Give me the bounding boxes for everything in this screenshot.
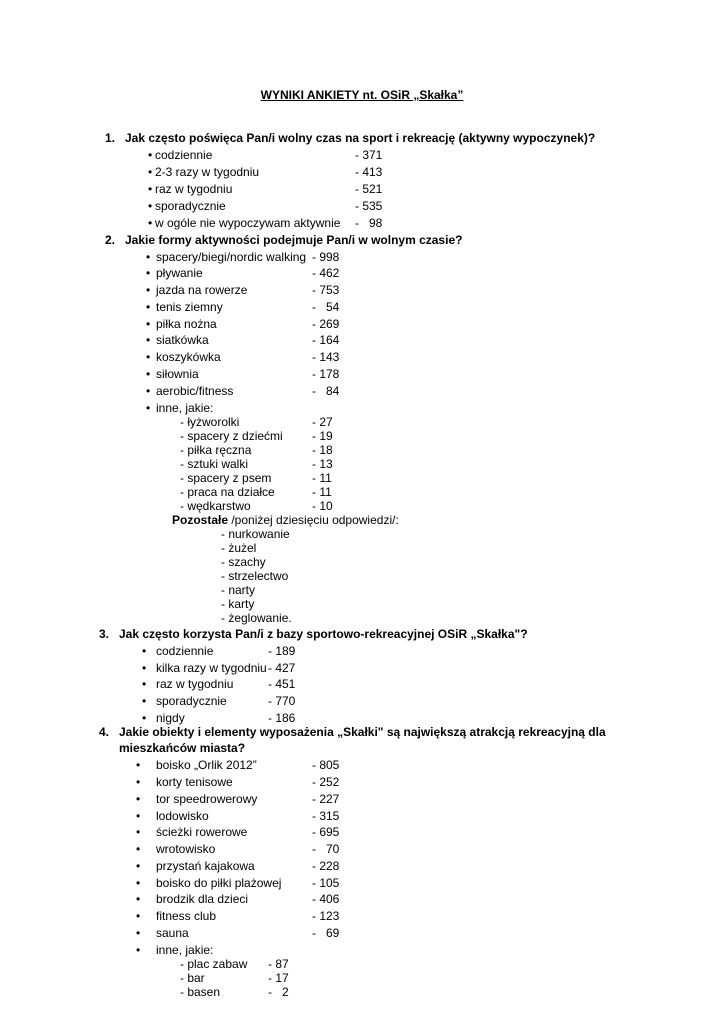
q4-item-value: - 69: [312, 926, 340, 940]
q3-item-label: sporadycznie: [156, 694, 227, 708]
q4-item-label: korty tenisowe: [156, 775, 233, 789]
bullet-icon: •: [142, 677, 147, 691]
bullet-icon: •: [136, 758, 141, 772]
q2-rest-item: - żeglowanie.: [221, 611, 292, 625]
q3-item-label: kilka razy w tygodniu: [156, 661, 267, 675]
q4-item-value: - 805: [312, 758, 340, 772]
bullet-icon: •: [148, 148, 153, 162]
q2-item-value: - 998: [312, 250, 340, 264]
q4-item-value: - 406: [312, 892, 340, 906]
q2-rest-note: /poniżej dziesięciu odpowiedzi/:: [228, 513, 399, 527]
q2-other-label: - sztuki walki: [180, 457, 249, 471]
q4-other-value: - 2: [268, 985, 289, 999]
q2-text: Jakie formy aktywności podejmuje Pan/i w wolnym czasie?: [125, 233, 463, 247]
bullet-icon: •: [136, 842, 141, 856]
q2-other-value: - 11: [312, 471, 332, 485]
q2-item-value: - 462: [312, 266, 340, 280]
q4-item-value: - 70: [312, 842, 340, 856]
q2-other-value: - 18: [312, 443, 333, 457]
q4-item-value: - 315: [312, 809, 340, 823]
bullet-icon: •: [146, 317, 151, 331]
q1-item-value: - 371: [355, 148, 383, 162]
bullet-icon: •: [136, 775, 141, 789]
q2-other-value: - 10: [312, 499, 333, 513]
bullet-icon: •: [136, 792, 141, 806]
q3-text: Jak często korzysta Pan/i z bazy sportowo-rekreacyjnej OSiR „Skałka"?: [119, 627, 528, 641]
q2-other-value: - 19: [312, 429, 333, 443]
q4-item-label: wrotowisko: [156, 842, 216, 856]
q2-other-label: - praca na działce: [180, 485, 275, 499]
bullet-icon: •: [146, 300, 151, 314]
bullet-icon: •: [146, 250, 151, 264]
bullet-icon: •: [146, 350, 151, 364]
q2-rest-item: - nurkowanie: [221, 527, 290, 541]
q4-item-label: lodowisko: [156, 809, 209, 823]
bullet-icon: •: [142, 661, 147, 675]
q3-item-value: - 427: [268, 661, 296, 675]
q2-item-value: - 753: [312, 283, 340, 297]
bullet-icon: •: [148, 199, 153, 213]
q3-item-label: codziennie: [156, 644, 214, 658]
q4-item-label: sauna: [156, 926, 189, 940]
q4-other-label: - plac zabaw: [180, 957, 248, 971]
q4-text-line1: Jakie obiekty i elementy wyposażenia „Skałki" są największą atrakcją rekreacyjną dla: [119, 725, 606, 739]
bullet-icon: •: [146, 333, 151, 347]
document-title: WYNIKI ANKIETY nt. OSiR „Skałka”: [260, 88, 464, 102]
q3-number: 3.: [99, 627, 110, 641]
q1-item-value: - 98: [355, 216, 383, 230]
q4-item-label: ścieżki rowerowe: [156, 825, 248, 839]
q2-other-value: - 27: [312, 415, 333, 429]
bullet-icon: •: [146, 266, 151, 280]
q1-number: 1.: [105, 131, 116, 145]
bullet-icon: •: [148, 216, 153, 230]
q2-other-label: - piłka ręczna: [180, 443, 252, 457]
q2-item-label: jazda na rowerze: [156, 283, 248, 297]
q2-other-label: - spacery z dziećmi: [180, 429, 283, 443]
q2-item-value: - 84: [312, 384, 340, 398]
bullet-icon: •: [146, 283, 151, 297]
bullet-icon: •: [136, 809, 141, 823]
q2-item-value: - 178: [312, 367, 340, 381]
q2-other-label: - wędkarstwo: [180, 499, 251, 513]
q2-rest-bold: Pozostałe: [172, 513, 229, 527]
bullet-icon: •: [142, 644, 147, 658]
q2-rest-item: - karty: [221, 597, 255, 611]
q1-item-value: - 535: [355, 199, 383, 213]
q1-item-label: w ogóle nie wypoczywam aktywnie: [155, 216, 341, 230]
bullet-icon: •: [148, 165, 153, 179]
q4-other-label: - bar: [180, 971, 205, 985]
q2-rest-item: - żużel: [221, 541, 257, 555]
q4-other-value: - 17: [268, 971, 289, 985]
q4-other-label: - basen: [180, 985, 221, 999]
q2-other-value: - 13: [312, 457, 333, 471]
q2-other-label: - spacery z psem: [180, 471, 272, 485]
q4-item-value: - 123: [312, 909, 340, 923]
bullet-icon: •: [136, 859, 141, 873]
q4-item-label: tor speedrowerowy: [156, 792, 258, 806]
q4-item-label: boisko „Orlik 2012”: [156, 758, 257, 772]
bullet-icon: •: [136, 892, 141, 906]
q1-item-label: sporadycznie: [155, 199, 226, 213]
q2-rest-item: - szachy: [221, 555, 266, 569]
q4-other-value: - 87: [268, 957, 289, 971]
q2-rest-item: - strzelectwo: [221, 569, 289, 583]
q2-number: 2.: [105, 233, 116, 247]
q3-item-value: - 770: [268, 694, 296, 708]
bullet-icon: •: [146, 367, 151, 381]
q1-item-label: codziennie: [155, 148, 213, 162]
bullet-icon: •: [146, 401, 151, 415]
bullet-icon: •: [142, 694, 147, 708]
q2-item-label: piłka nożna: [156, 317, 217, 331]
q4-item-value: - 695: [312, 825, 340, 839]
q2-item-label: siłownia: [156, 367, 199, 381]
q4-item-value: - 252: [312, 775, 340, 789]
bullet-icon: •: [136, 926, 141, 940]
q4-item-label: inne, jakie:: [156, 943, 214, 957]
bullet-icon: •: [148, 182, 153, 196]
q2-other-value: - 11: [312, 485, 332, 499]
q3-item-label: raz w tygodniu: [156, 677, 234, 691]
q2-rest-heading: [172, 513, 399, 527]
q1-item-label: raz w tygodniu: [155, 182, 233, 196]
bullet-icon: •: [146, 384, 151, 398]
q1-item-label: 2-3 razy w tygodniu: [155, 165, 260, 179]
q4-item-label: brodzik dla dzieci: [156, 892, 249, 906]
q2-item-label: siatkówka: [156, 333, 209, 347]
q2-item-value: - 269: [312, 317, 340, 331]
q4-item-value: - 105: [312, 876, 340, 890]
q4-item-label: przystań kajakowa: [156, 859, 255, 873]
q1-item-value: - 413: [355, 165, 383, 179]
q2-item-label: koszykówka: [156, 350, 221, 364]
q2-item-label: spacery/biegi/nordic walking: [156, 250, 307, 264]
q1-item-value: - 521: [355, 182, 383, 196]
q3-item-value: - 451: [268, 677, 296, 691]
q4-item-value: - 228: [312, 859, 340, 873]
q1-text: Jak często poświęca Pan/i wolny czas na sport i rekreację (aktywny wypoczynek)?: [125, 131, 596, 145]
q2-item-label: pływanie: [156, 266, 203, 280]
q2-item-value: - 164: [312, 333, 340, 347]
q2-item-label: inne, jakie:: [156, 401, 214, 415]
bullet-icon: •: [136, 943, 141, 957]
q2-item-value: - 54: [312, 300, 340, 314]
q4-text-line2: mieszkańców miasta?: [119, 741, 246, 755]
q3-item-value: - 189: [268, 644, 296, 658]
q3-item-label: nigdy: [156, 711, 185, 725]
bullet-icon: •: [136, 876, 141, 890]
q2-item-label: aerobic/fitness: [156, 384, 234, 398]
q2-other-label: - łyżworolki: [180, 415, 240, 429]
bullet-icon: •: [142, 711, 147, 725]
bullet-icon: •: [136, 825, 141, 839]
q4-item-value: - 227: [312, 792, 340, 806]
q4-item-label: boisko do piłki plażowej: [156, 876, 282, 890]
q2-item-value: - 143: [312, 350, 340, 364]
q4-number: 4.: [99, 725, 110, 739]
bullet-icon: •: [136, 909, 141, 923]
q3-item-value: - 186: [268, 711, 296, 725]
q2-item-label: tenis ziemny: [156, 300, 223, 314]
q4-item-label: fitness club: [156, 909, 217, 923]
q2-rest-item: - narty: [221, 583, 256, 597]
